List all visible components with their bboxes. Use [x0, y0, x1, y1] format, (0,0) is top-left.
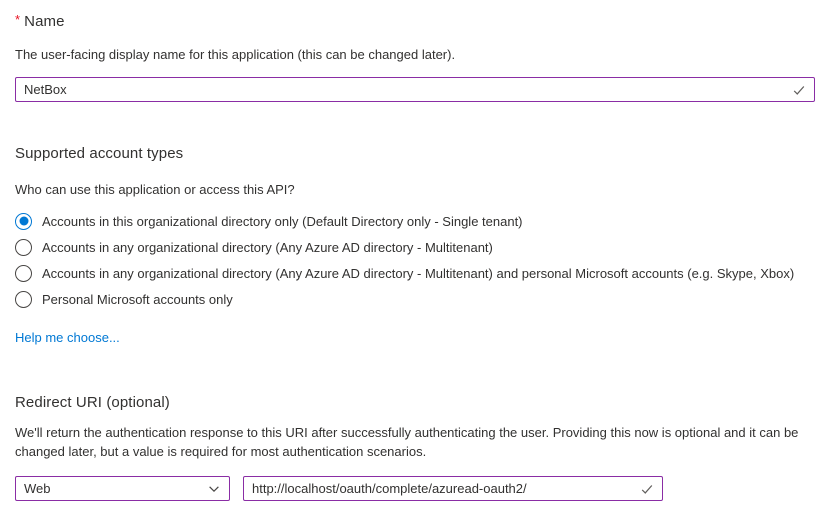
name-description: The user-facing display name for this application (this can be changed later). [15, 47, 456, 62]
account-types-radio-group [15, 208, 815, 312]
redirect-uri-description: We'll return the authentication response to this URI after successfully authenticating the user. Providing this now is optional and it can be changed later, but a value is required for most authentication scenarios. [15, 425, 799, 459]
required-asterisk: * [15, 12, 21, 27]
account-types-question: Who can use this application or access this API? [15, 182, 295, 197]
radio-option-label: Accounts in any organizational directory (Any Azure AD directory - Multitenant) and personal Microsoft accounts (e.g. Skype, Xbox) [42, 265, 795, 281]
radio-option-multitenant-personal[interactable] [15, 260, 815, 286]
redirect-uri-title: Redirect URI (optional) [15, 394, 170, 411]
chevron-down-icon [207, 482, 221, 496]
name-section-title [15, 12, 815, 30]
radio-option-label: Personal Microsoft accounts only [42, 291, 233, 307]
platform-select-value: Web [24, 481, 51, 496]
radio-button-icon[interactable] [15, 291, 32, 308]
radio-option-single-tenant[interactable] [15, 208, 815, 234]
platform-select[interactable] [15, 476, 230, 501]
radio-option-personal-only[interactable] [15, 286, 815, 312]
account-types-title: Supported account types [15, 145, 184, 162]
name-input[interactable] [15, 77, 815, 102]
radio-option-label: Accounts in any organizational directory (Any Azure AD directory - Multitenant) [42, 239, 493, 255]
radio-button-icon[interactable] [15, 239, 32, 256]
radio-option-multitenant[interactable] [15, 234, 815, 260]
name-input-container [15, 77, 815, 102]
redirect-uri-input[interactable] [243, 476, 663, 501]
radio-button-selected-icon[interactable] [15, 213, 32, 230]
help-me-choose-link[interactable]: Help me choose... [15, 330, 120, 345]
radio-option-label: Accounts in this organizational directory only (Default Directory only - Single tenant) [42, 213, 523, 229]
redirect-uri-row [15, 476, 815, 501]
name-label: Name [24, 13, 65, 30]
redirect-uri-input-container [243, 476, 663, 501]
radio-button-icon[interactable] [15, 265, 32, 282]
